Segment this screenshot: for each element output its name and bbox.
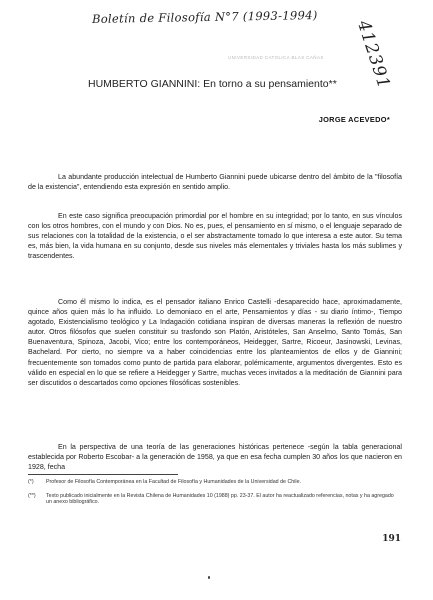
paragraph-2: En este caso significa preocupación primordial por el hombre en su integridad; por lo tanto, en sus vínculos con los otros hombres, con el mundo y con Dios. No es, pues, el pensamiento en sí mismo, o el lenguaje separado de sus relaciones con la totalidad de la existencia, o el ser abstractamente tomado lo que interesa a este autor. Su tema es, más bien, la vida humana en su conjunto, desde sus niveles más elementales y triviales hasta los más sublimes y trascendentes. (28, 212, 402, 261)
footnote-2-text: Texto publicado inicialmente en la Revista Chilena de Humanidades 10 (1988) pp. 23-37. El autor ha reactualizado referencias, notas y ha agregado un anexo bibliográfico. (46, 493, 394, 506)
article-title: HUMBERTO GIANNINI: En torno a su pensamiento** (88, 78, 337, 90)
footnote-1 (28, 479, 402, 485)
handwritten-header-note: Boletín de Filosofía N°7 (1993-1994) (91, 8, 318, 26)
paragraph-3: Como él mismo lo indica, es el pensador italiano Enrico Castelli -desaparecido hace, aproximadamente, quince años quien más lo ha influido. Lo demoniaco en el arte, Pensamientos y días - su diario íntimo-, Tiempo agotado, Existencialismo teológico y La Indagación cotidiana inspiran de diversas maneras la reflexión de nuestro autor. Otros filósofos que suelen constituir su trasfondo son Platón, Aristóteles, San Anselmo, Santo Tomás, San Buenaventura, Spinoza, Jacobi, Vico; entre los contemporáneos, Heidegger, Sartre, Ricoeur, Jasinowski, Levinas, Bachelard. Por cierto, no siempre va a haber coincidencias entre los planteamientos de ellos y de Giannini; frecuentemente son tomados como punto de partida para elaborar, polémicamente, argumentos divergentes. Esto es válido en especial en lo que se refiere a Heidegger y Sartre, muchas veces invitados a la meditación de Giannini para ser discutidos o descartados como opciones filosóficas sostenibles. (28, 298, 402, 387)
footnote-2-mark: (**) (28, 493, 36, 499)
handwritten-catalog-number: 412391 (352, 18, 394, 92)
paragraph-1: La abundante producción intelectual de Humberto Giannini puede ubicarse dentro del ámbito de la "filosofía de la existencia", entendiendo esta expresión en sentido amplio. (28, 173, 402, 192)
article-author: JORGE ACEVEDO* (318, 115, 390, 124)
footnote-divider (28, 474, 178, 475)
paragraph-4: En la perspectiva de una teoría de las generaciones históricas pertenece -según la tabla generacional establecida por Roberto Escobar- a la generación de 1958, ya que en esa fecha cumplen 30 años los que nacieron en 1928, fecha (28, 443, 402, 472)
footnote-1-text: Profesor de Filosofía Contemporánea en la Facultad de Filosofía y Humanidades de la Universidad de Chile. (46, 479, 301, 485)
scan-speck (208, 576, 210, 579)
footnote-2 (28, 493, 402, 506)
page-number: 191 (382, 534, 401, 544)
footnote-1-mark: (*) (28, 479, 34, 485)
faint-library-stamp: UNIVERSIDAD CATOLICA BLAS CAÑAS (228, 55, 324, 60)
